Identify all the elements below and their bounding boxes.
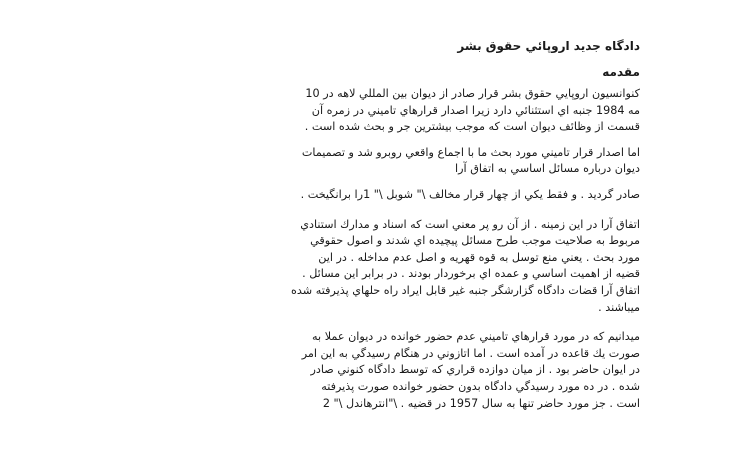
paragraph-1 [112, 86, 640, 136]
paragraph-line: كنوانسيون اروپايي حقوق بشر قرار صادر از ديوان بين المللي لاهه در 10 [305, 87, 640, 100]
paragraph-line: مربوط به صلاحيت موجب طرح مسائل پيچيده اي شدند و اصول حقوقي [310, 234, 640, 248]
paragraph-line: قسمت از وظائف ديوان است كه موجب بيشترين جر و بحث شده است . [304, 120, 640, 134]
paragraph-line: اما اصدار قرار تاميني مورد بحث ما با اجماع واقعي روبرو شد و تصميمات [301, 145, 640, 159]
paragraph-line: در ايوان حاضر بود . از ميان دوازده قراري كه توسط دادگاه كنوني صادر [310, 363, 640, 377]
paragraph-line: صادر گرديد . و فقط يكي از چهار قرار مخالف \" شوبل \" 1را برانگيخت . [300, 187, 640, 201]
paragraph-5 [112, 329, 640, 412]
document-page [112, 38, 640, 421]
paragraph-line: ديوان درباره مسائل اساسي به اتفاق آرا [455, 162, 640, 176]
paragraph-line: شده . در ده مورد رسيدگي دادگاه بدون حضور خوانده صورت پذيرفته [321, 379, 640, 393]
paragraph-line: صورت يك قاعده در آمده است . اما اتازوني در هنگام رسيدگي به اين امر [301, 346, 640, 360]
paragraph-line: مه 1984 جنبه اي استثنائي دارد زيرا اصدار قرارهاي تاميني در زمره آن [311, 103, 640, 117]
paragraph-line: مورد بحث . يعني منع توسل به قوه قهريه و اصل عدم مداخله . در اين [318, 250, 640, 264]
document-title: دادگاه جديد اروپائي حقوق بشر [457, 39, 640, 53]
paragraph-2 [112, 145, 640, 178]
paragraph-4 [112, 217, 640, 317]
paragraph-line: قضيه از اهميت اساسي و عمده اي برخوردار بودند . در برابر اين مسائل . [302, 267, 640, 281]
paragraph-line: است . جز مورد حاضر تنها به سال 1957 در قضيه . \"انترهاندل \" 2 [322, 396, 640, 410]
paragraph-line: اتفاق آرا قضات دادگاه گزارشگر جنبه غير قابل ايراد راه حلهاي پذيرفته شده [291, 283, 640, 297]
section-heading: مقدمه [602, 65, 640, 79]
paragraph-3 [112, 187, 640, 204]
paragraph-line: اتفاق آرا در اين زمينه . از آن رو پر معني است كه اسناد و مدارك استنادي [300, 217, 640, 231]
paragraph-line: ميباشند . [598, 300, 640, 314]
paragraph-line: ميدانيم كه در مورد قرارهاي تاميني عدم حضور خوانده در ديوان عملا به [312, 330, 640, 344]
